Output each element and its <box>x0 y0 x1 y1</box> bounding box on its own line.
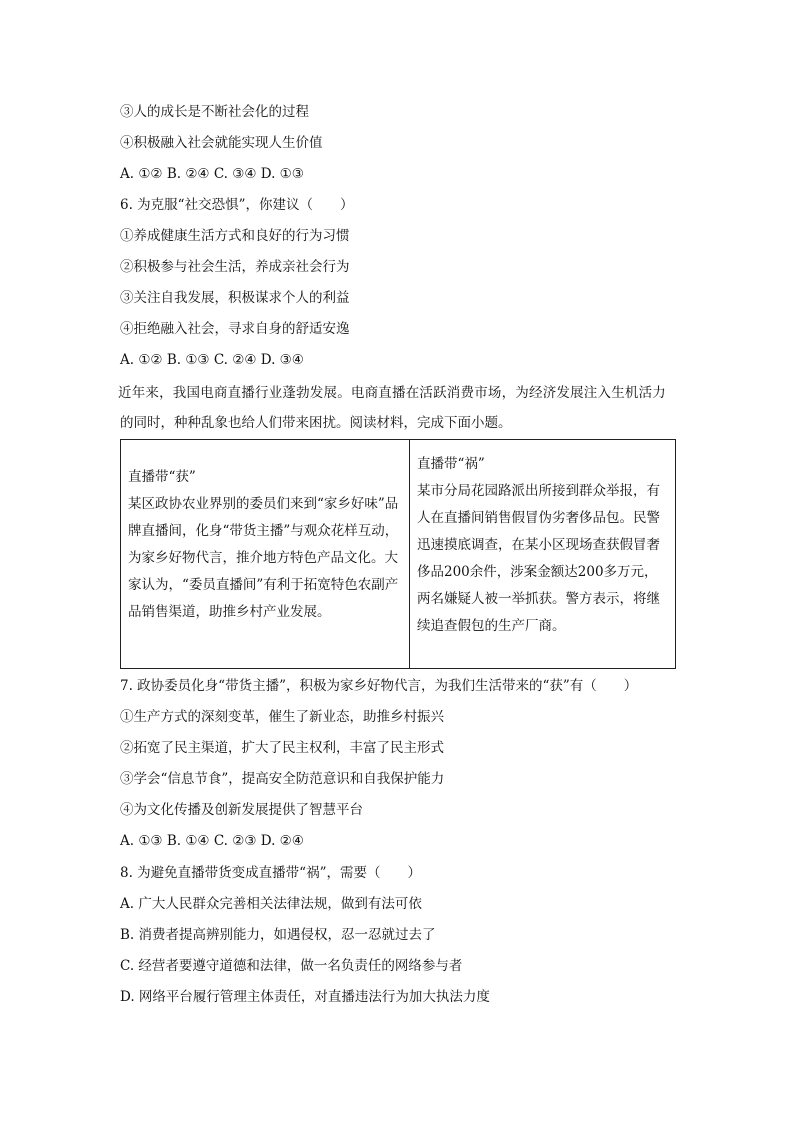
q7-option-4: ④为文化传播及创新发展提供了智慧平台 <box>120 802 363 818</box>
material-left-body: 某区政协农业界别的委员们来到“家乡好味”品牌直播间，化身“带货主播”与观众花样互动，为家乡好物代言，推介地方特色产品文化。大家认为，“委员直播间”有利于拓宽特色农副产品销售渠道，助推乡村产业发展。 <box>128 496 399 620</box>
material-right-body: 某市分局花园路派出所接到群众举报，有人在直播间销售假冒伪劣奢侈品包。民警迅速摸底调查，在某小区现场查获假冒奢侈品200余件，涉案金额达200多万元，两名嫌疑人被一举抓获。警方表示，将继续追查假包的生产厂商。 <box>417 483 660 634</box>
materials-table <box>120 439 676 669</box>
q5-option-4: ④积极融入社会就能实现人生价值 <box>120 135 323 151</box>
q7-choices: A. ①③ B. ①④ C. ②③ D. ②④ <box>120 833 304 849</box>
intro-line-2: 的同时，种种乱象也给人们带来困扰。阅读材料，完成下面小题。 <box>120 415 512 431</box>
q7-stem: 7. 政协委员化身“带货主播”，积极为家乡好物代言，为我们生活带来的“获”有（ ） <box>120 678 638 694</box>
q7-option-3: ③学会“信息节食”，提高安全防范意识和自我保护能力 <box>120 771 445 787</box>
material-right-cell <box>410 440 676 669</box>
q6-choices: A. ①② B. ①③ C. ②④ D. ③④ <box>120 352 304 368</box>
intro-line-1: 近年来，我国电商直播行业蓬勃发展。电商直播在活跃消费市场，为经济发展注入生机活力 <box>118 385 666 401</box>
q8-option-a: A. 广大人民群众完善相关法律法规，做到有法可依 <box>120 896 422 912</box>
materials-row <box>121 440 676 669</box>
q6-option-4: ④拒绝融入社会，寻求自身的舒适安逸 <box>120 321 350 337</box>
q8-option-d: D. 网络平台履行管理主体责任，对直播违法行为加大执法力度 <box>120 989 490 1005</box>
q8-stem: 8. 为避免直播带货变成直播带“祸”，需要（ ） <box>120 865 421 881</box>
q7-option-1: ①生产方式的深刻变革，催生了新业态，助推乡村振兴 <box>120 709 444 725</box>
material-right-title: 直播带“祸” <box>417 456 485 472</box>
q6-option-1: ①养成健康生活方式和良好的行为习惯 <box>120 228 350 244</box>
q7-option-2: ②拓宽了民主渠道，扩大了民主权利，丰富了民主形式 <box>120 740 444 756</box>
material-left-title: 直播带“获” <box>128 469 196 485</box>
q6-stem: 6. 为克服“社交恐惧”，你建议（ ） <box>120 197 354 213</box>
material-left-cell <box>121 440 410 669</box>
q5-option-3: ③人的成长是不断社会化的过程 <box>120 104 309 120</box>
q5-choices: A. ①② B. ②④ C. ③④ D. ①③ <box>120 166 304 182</box>
q6-option-2: ②积极参与社会生活，养成亲社会行为 <box>120 259 350 275</box>
q8-option-b: B. 消费者提高辨别能力，如遇侵权，忍一忍就过去了 <box>120 927 436 943</box>
q8-option-c: C. 经营者要遵守道德和法律，做一名负责任的网络参与者 <box>120 958 463 974</box>
q6-option-3: ③关注自我发展，积极谋求个人的利益 <box>120 290 350 306</box>
